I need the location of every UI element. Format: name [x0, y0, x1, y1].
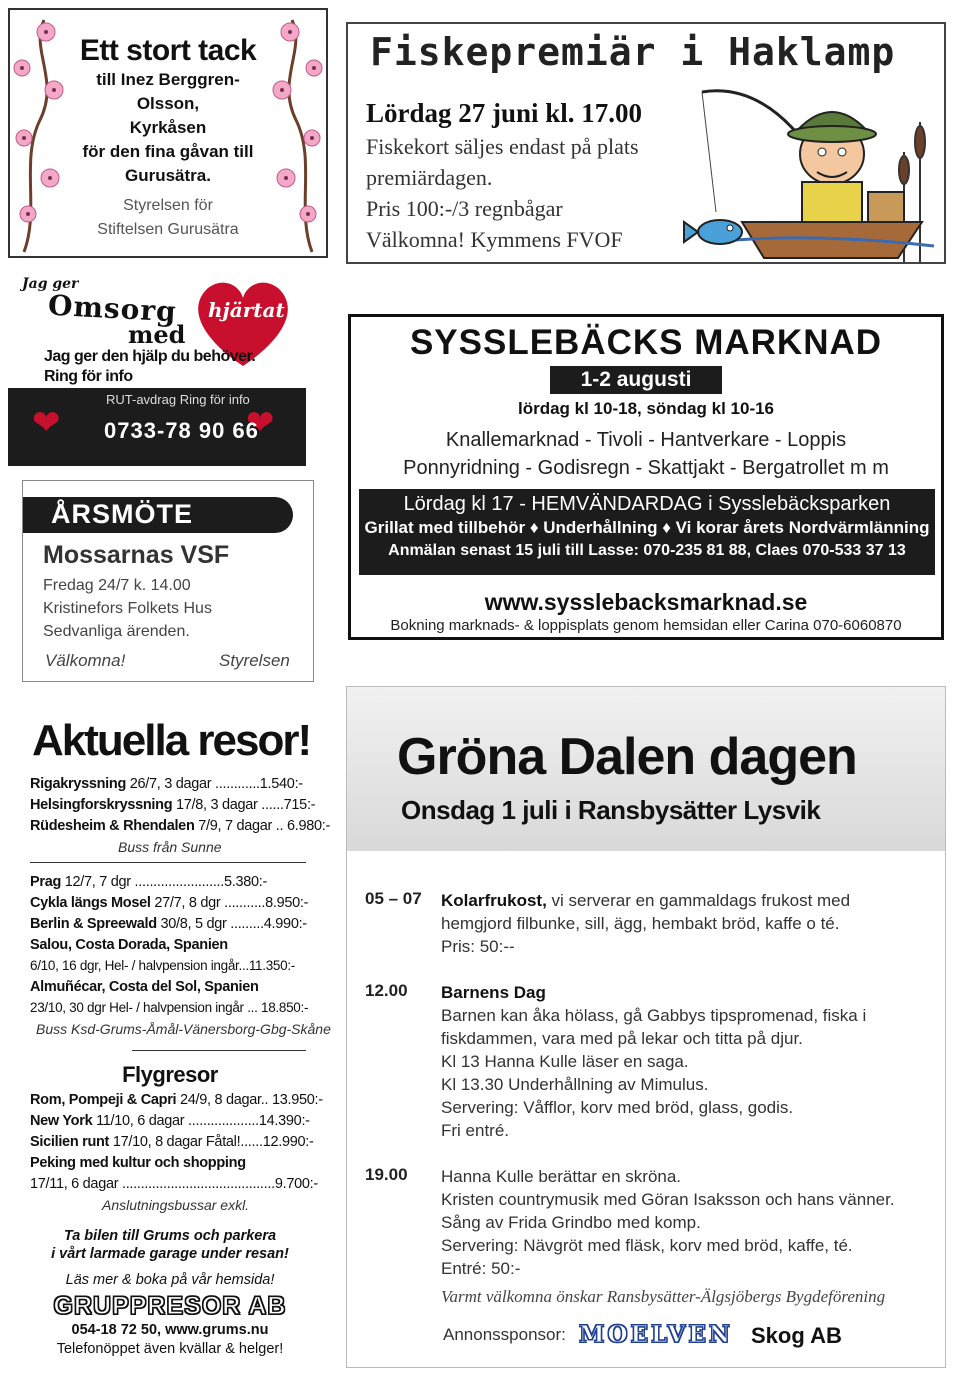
annual-meeting-org: Mossarnas VSF	[43, 541, 230, 569]
trip-name: Salou, Costa Dorada, Spanien	[30, 937, 228, 953]
annual-meeting-signature: Styrelsen	[219, 651, 290, 670]
trip-line	[30, 874, 267, 890]
trip-name: Berlin & Spreewald	[30, 916, 157, 932]
fishing-line: premiärdagen.	[366, 165, 493, 190]
event-line: fiskdammen, vara med på lekar och titta på djur.	[441, 1029, 803, 1048]
annual-meeting-line: Fredag 24/7 k. 14.00	[43, 577, 191, 594]
trip-detail: 7/9, 7 dagar .. 6.980:-	[194, 818, 330, 834]
thanks-title: Ett stort tack	[79, 34, 257, 67]
trip-name: Peking med kultur och shopping	[30, 1155, 246, 1171]
care-logo-small: Jag ger	[22, 276, 79, 292]
sponsor-label: Annonssponsor:	[443, 1325, 566, 1344]
thanks-signature-line: Styrelsen för	[123, 197, 213, 214]
market-homecoming-program: Grillat med tillbehör ♦ Underhållning ♦ Vi korar årets Nordvärmlänning	[364, 518, 930, 537]
event-time: 05 – 07	[365, 889, 422, 908]
market-booking: Bokning marknads- & loppisplats genom hemsidan eller Carina 070-6060870	[390, 617, 902, 634]
care-line: Jag ger den hjälp du behöver.	[44, 348, 256, 365]
trip-name: Rüdesheim & Rhendalen	[30, 818, 195, 834]
trip-name: Sicilien runt	[30, 1134, 110, 1150]
event-line: hemgjord filbunke, sill, ägg, hembakt bröd, kaffe o té.	[441, 914, 840, 933]
event-line: Hanna Kulle berättar en skröna.	[441, 1167, 682, 1186]
fishing-line: Välkomna! Kymmens FVOF	[366, 227, 623, 252]
travel-opening-hours: Telefonöppet även kvällar & helger!	[56, 1341, 284, 1357]
event-line: Fri entré.	[441, 1121, 510, 1140]
trip-name: Helsingforskryssning	[30, 797, 173, 813]
trip-detail: 27/7, 8 dgr ...........8.950:-	[150, 895, 309, 911]
event-line: Servering: Våfflor, korv med bröd, glass, godis.	[441, 1098, 794, 1117]
parking-cta: Ta bilen till Grums och parkera	[63, 1228, 277, 1244]
thanks-line: Gurusätra.	[125, 166, 211, 185]
trip-name: Rigakryssning	[30, 776, 127, 792]
thanks-text	[72, 34, 264, 242]
event-text	[441, 889, 850, 912]
trip-line	[30, 818, 330, 834]
travel-title: Aktuella resor!	[32, 716, 311, 765]
trip-line	[30, 916, 307, 932]
care-logo-heart-text: hjärtat	[208, 298, 285, 322]
annual-meeting-line: Kristinefors Folkets Hus	[43, 600, 212, 617]
fishing-line: Pris 100:-/3 regnbågar	[366, 196, 563, 221]
fishing-date: Lördag 27 juni kl. 17.00	[366, 98, 643, 128]
trip-detail: 30/8, 5 dgr .........4.990:-	[156, 916, 307, 932]
travel-contact: 054-18 72 50, www.grums.nu	[71, 1322, 269, 1338]
trip-line	[30, 1155, 246, 1171]
market-attractions: Ponnyridning - Godisregn - Skattjakt - Bergatrollet m m	[403, 457, 889, 479]
green-valley-day-ad	[346, 686, 946, 1368]
divider	[30, 862, 306, 863]
market-website: www.sysslebacksmarknad.se	[484, 589, 808, 615]
trip-detail: 26/7, 3 dagar ............1.540:-	[126, 776, 303, 792]
divider	[132, 1050, 306, 1051]
flower-branch-left-icon	[10, 10, 78, 260]
flower-branch-right-icon	[258, 10, 326, 260]
trip-bus-note: Buss Ksd-Grums-Åmål-Vänersborg-Gbg-Skåne	[36, 1021, 331, 1037]
care-logo-word: med	[128, 320, 186, 349]
fishing-premiere-ad	[346, 22, 946, 264]
travel-ad	[22, 696, 331, 1366]
trip-line	[30, 797, 315, 813]
travel-company-logo: GRUPPRESOR AB	[53, 1292, 287, 1320]
event-time: 19.00	[365, 1165, 408, 1184]
care-service-ad	[8, 268, 306, 466]
green-valley-subtitle: Onsdag 1 juli i Ransbysätter Lysvik	[401, 795, 821, 825]
annual-meeting-line: Sedvanliga ärenden.	[43, 623, 190, 640]
market-dates: 1-2 augusti	[550, 366, 722, 394]
booking-cta: Läs mer & boka på vår hemsida!	[65, 1272, 275, 1288]
trip-detail: 6/10, 16 dgr, Hel- / halvpension ingår...11.350:-	[30, 958, 295, 973]
event-lead: Barnens Dag	[441, 983, 546, 1002]
trip-name: Almuñécar, Costa del Sol, Spanien	[30, 979, 259, 995]
trip-detail: 17/10, 8 dagar Fåtal!......12.990:-	[109, 1134, 314, 1150]
event-line: Entré: 50:-	[441, 1259, 521, 1278]
green-valley-title: Gröna Dalen dagen	[397, 728, 857, 786]
thanks-line: Kyrkåsen	[129, 118, 207, 137]
care-logo-area	[8, 268, 306, 388]
thanks-ad	[8, 8, 328, 258]
market-times: lördag kl 10-18, söndag kl 10-16	[517, 399, 775, 418]
fisherman-in-boat-icon	[672, 82, 942, 264]
green-valley-footer: Varmt välkomna önskar Ransbysätter-Älgsjöbergs Bygdeförening	[441, 1287, 886, 1306]
market-ad	[348, 314, 944, 640]
event-line: Pris: 50:--	[441, 937, 515, 956]
trip-detail: 17/11, 6 dagar .........................................9.700:-	[30, 1176, 318, 1192]
trip-line	[30, 1092, 323, 1108]
sponsor-logo: MOELVEN	[579, 1321, 733, 1348]
flight-heading: Flygresor	[122, 1062, 218, 1087]
trip-bus-note: Anslutningsbussar exkl.	[102, 1197, 250, 1213]
trip-line	[30, 1134, 314, 1150]
trip-name: Cykla längs Mosel	[30, 895, 151, 911]
market-homecoming-title: Lördag kl 17 - HEMVÄNDARDAG i Sysslebäcksparken	[403, 493, 891, 515]
heart-icon: ❤	[32, 404, 61, 442]
trip-name: New York	[30, 1113, 93, 1129]
annual-meeting-welcome: Välkomna!	[45, 651, 126, 670]
care-rut-text: RUT-avdrag Ring för info	[106, 392, 250, 407]
sponsor-name: Skog AB	[751, 1323, 842, 1348]
thanks-line: till Inez Berggren-Olsson,	[96, 70, 240, 113]
fishing-title: Fiskepremiär i Haklamp	[370, 30, 896, 74]
trip-detail: 24/9, 8 dagar.. 13.950:-	[176, 1092, 323, 1108]
event-line: Barnen kan åka hölass, gå Gabbys tipspromenad, fiska i	[441, 1006, 867, 1025]
trip-line	[30, 937, 228, 953]
market-attractions: Knallemarknad - Tivoli - Hantverkare - Loppis	[445, 429, 847, 451]
event-line: vi serverar en gammaldags frukost med	[546, 891, 851, 910]
trip-line	[30, 776, 303, 792]
trip-name: Rom, Pompeji & Capri	[30, 1092, 177, 1108]
trip-detail: 17/8, 3 dagar ......715:-	[172, 797, 316, 813]
event-text	[441, 981, 546, 1004]
trip-detail: 11/10, 6 dagar ...................14.390:-	[92, 1113, 310, 1129]
event-line: Kl 13.30 Underhållning av Mimulus.	[441, 1075, 709, 1094]
event-line: Kl 13 Hanna Kulle läser en saga.	[441, 1052, 689, 1071]
annual-meeting-title: ÅRSMÖTE	[51, 499, 193, 529]
thanks-line: för den fina gåvan till	[82, 142, 254, 161]
thanks-signature	[72, 194, 264, 242]
annual-meeting-ad	[22, 480, 314, 682]
trip-line	[30, 895, 308, 911]
care-logo-word: Omsorg	[47, 288, 178, 329]
fishing-line: Fiskekort säljes endast på plats	[366, 134, 639, 159]
trip-line	[30, 1113, 310, 1129]
trip-bus-note: Buss från Sunne	[118, 839, 222, 855]
event-line: Sång av Frida Grindbo med komp.	[441, 1213, 701, 1232]
care-line: Ring för info	[44, 368, 133, 385]
market-title: SYSSLEBÄCKS MARKNAD	[409, 323, 883, 362]
trip-detail: 12/7, 7 dgr ........................5.380:-	[61, 874, 268, 890]
event-time: 12.00	[365, 981, 408, 1000]
event-lead: Kolarfrukost,	[441, 891, 547, 910]
parking-cta: i vårt larmade garage under resan!	[51, 1246, 289, 1262]
heart-icon: ❤	[246, 404, 275, 442]
event-line: Kristen countrymusik med Göran Isaksson och hans vänner.	[441, 1190, 895, 1209]
thanks-signature-line: Stiftelsen Gurusätra	[97, 221, 239, 238]
market-homecoming-box	[359, 489, 935, 575]
trip-name: Prag	[30, 874, 62, 890]
event-line: Servering: Nävgröt med fläsk, korv med bröd, kaffe, té.	[441, 1236, 853, 1255]
trip-line	[30, 979, 259, 995]
market-homecoming-signup: Anmälan senast 15 juli till Lasse: 070-235 81 88, Claes 070-533 37 13	[388, 542, 906, 559]
care-phone: 0733-78 90 66	[104, 418, 259, 443]
trip-detail: 23/10, 30 dgr Hel- / halvpension ingår ... 18.850:-	[30, 1000, 309, 1015]
